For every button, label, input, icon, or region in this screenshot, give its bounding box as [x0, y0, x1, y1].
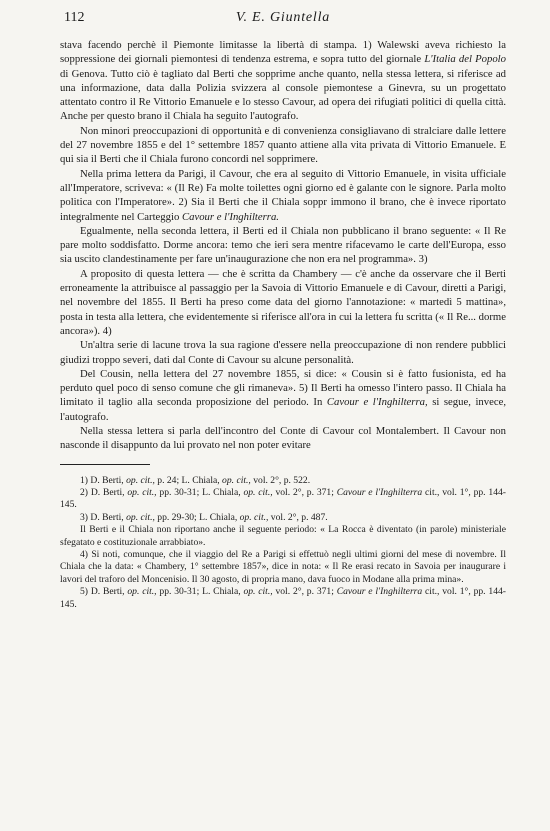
text-run: vol. 2°, p. 371; [272, 487, 337, 499]
footnote-6 [60, 586, 506, 611]
text-run: Del Cousin, nella lettera del 27 novembre 1855, si dice: « Cousin si è fatto fusionista, ed ha perduto quel poco di senso comune che gli rimaneva». 5) Il Berti ha omesso l'intero passo. Il Chiala ha limitato il taglio alla seconda proposizione del periodo. In [60, 367, 506, 409]
text-run: stava facendo perchè il Piemonte limitasse la libertà di stampa. [60, 39, 357, 51]
text-run: si segue, invece, l'autografo. [60, 396, 507, 423]
footnote-5 [60, 549, 506, 586]
text-run: vol. 2°, p. 487. [268, 511, 328, 523]
italic-text: Cavour e l'Inghilterra. [181, 210, 279, 223]
italic-text: Cavour e l'Inghilterra [336, 487, 423, 499]
text-run: p. 24; L. Chiala, [154, 474, 223, 486]
text-run: vol. 2°, p. 522. [250, 474, 311, 486]
paragraph-6 [60, 338, 506, 367]
footnote-3 [60, 512, 506, 524]
text-run: cit., vol. 1°, pp. 144-145. [60, 487, 506, 511]
running-head: V. E. Giuntella [235, 10, 331, 25]
paragraph-3 [60, 167, 506, 224]
text-run: pp. 30-31; L. Chiala, [156, 487, 244, 499]
footnote-separator [60, 464, 150, 465]
text-run: Egualmente, nella seconda lettera, il Berti ed il Chiala non pubblicano il brano seguente: « Il Re pare molto soddisfatto. Dorme ancora: temo che ieri sera mentre rifacevamo le carte dell'Europa, esso sia uscito clandestinamente per fare un'inaugurazione che non era nel programma». 3) [60, 224, 506, 266]
footnote-1 [60, 475, 506, 487]
text-run: Un'altra serie di lacune trova la sua ragione d'essere nella preoccupazione di non rendere pubblici giudizi troppo severi, dati dal Conte di Cavour su alcune personalità. [60, 339, 506, 366]
italic-text: op. cit., [222, 474, 251, 486]
italic-text: Cavour e l'Inghilterra, [326, 396, 428, 409]
italic-text: Cavour e l'Inghilterra [336, 586, 423, 598]
italic-text: op. cit., [243, 487, 273, 499]
italic-text: L'Italia del Popolo [424, 53, 506, 66]
paragraph-8 [60, 424, 506, 453]
footnote-2 [60, 487, 506, 512]
text-run: pp. 29-30; L. Chiala, [154, 511, 240, 523]
text-run: di Genova. Tutto ciò è tagliato dal Berti che sopprime anche quanto, nella stessa lettera, si riferisce ad una informazione, data dalla Polizia svizzera al console piemontese a Ginevra, su un progettato attentato contro il Re Vittorio Emanuele e lo stesso Cavour, ad opera dei rifugiati politici di quella città. Anche per questo brano il Chiala ha seguito l'autografo. [60, 67, 506, 123]
text-run: 2) D. Berti, [80, 487, 128, 499]
text-run: Nella prima lettera da Parigi, il Cavour, che era al seguito di Vittorio Emanuele, in visita ufficiale all'Imperatore, scriveva: « (Il Re) Fa molte toilettes ogni giorno ed è galante con le signore. Parla molto politica con l'Imperatore». 2) Sia il Berti che il Chiala soppr immono il brano, che è invece riportato integralmente nel Carteggio [60, 167, 506, 223]
page-header [60, 0, 506, 38]
page-number: 112 [64, 10, 85, 25]
body-text [60, 38, 506, 453]
paragraph-4 [60, 224, 506, 267]
text-run: Nella stessa lettera si parla dell'incontro del Conte di Cavour col Montalembert. Il Cavour non nasconde il disappunto da lui provato nel non poter evitare [60, 425, 506, 452]
text-run: 3) D. Berti, [80, 511, 127, 523]
text-run: Walewski aveva richiesto la soppressione dei giornali piemontesi di tendenza estrema, e sopra tutto del giornale [60, 39, 506, 66]
text-run: pp. 30-31; L. Chiala, [156, 586, 244, 598]
footnotes [60, 475, 506, 611]
italic-text: op. cit., [239, 511, 269, 523]
footnote-4 [60, 524, 506, 549]
text-run: 4) Si noti, comunque, che il viaggio del Re a Parigi si effettuò negli ultimi giorni del mese di novembre. Il Chiala che la data: « Chambery, 1° settembre 1857», dice in nota: « Il Re erasi recato in Savoia per inaugurare i lavori del traforo del Moncenisio. Il 30 agosto, di propria mano, dava fuoco in Modane alla prima mina». [60, 549, 506, 585]
text-run: Non minori preoccupazioni di opportunità e di convenienza consigliavano di stralciare dalle lettere del 27 novembre 1855 e del 1° settembre 1857 quanto attiene alla vita privata di Vittorio Emanuele. E qui sia il Berti che il Chiala furono concordi nel sopprimere. [60, 124, 506, 166]
text-run: 5) D. Berti, [80, 586, 128, 598]
italic-text: op. cit., [126, 474, 155, 486]
text-run: cit., vol. 1°, pp. 144-145. [60, 586, 506, 610]
italic-text: op. cit., [127, 487, 157, 499]
text-run: 1) D. Berti, [80, 474, 127, 486]
italic-text: op. cit., [126, 511, 155, 523]
italic-text: op. cit., [243, 586, 273, 598]
text-run: Il Berti e il Chiala non riportano anche il seguente periodo: « La Rocca è diventato (in parole) ministeriale sfegatato e costituzionale arrabbiato». [60, 524, 506, 548]
paragraph-2 [60, 124, 506, 167]
paragraph-7 [60, 367, 506, 424]
text-run: 1) [356, 39, 372, 51]
text-run: A proposito di questa lettera — che è scritta da Chambery — c'è anche da osservare che il Berti erroneamente la attribuisce al passaggio per la Savoia di Vittorio Emanuele e di Cavour, diretti a Parigi, nel novembre del 1855. Il Berti ha preso come data del giorno l'annotazione: « martedì 5 mattina», posta in testa alla lettera, che evidentemente si riferisce all'ora in cui la lettera fu scritta (« Il Re... dorme ancora»). 4) [60, 267, 506, 337]
italic-text: op. cit., [127, 586, 157, 598]
paragraph-1 [60, 38, 506, 124]
text-run: vol. 2°, p. 371; [272, 586, 337, 598]
paragraph-5 [60, 267, 506, 338]
